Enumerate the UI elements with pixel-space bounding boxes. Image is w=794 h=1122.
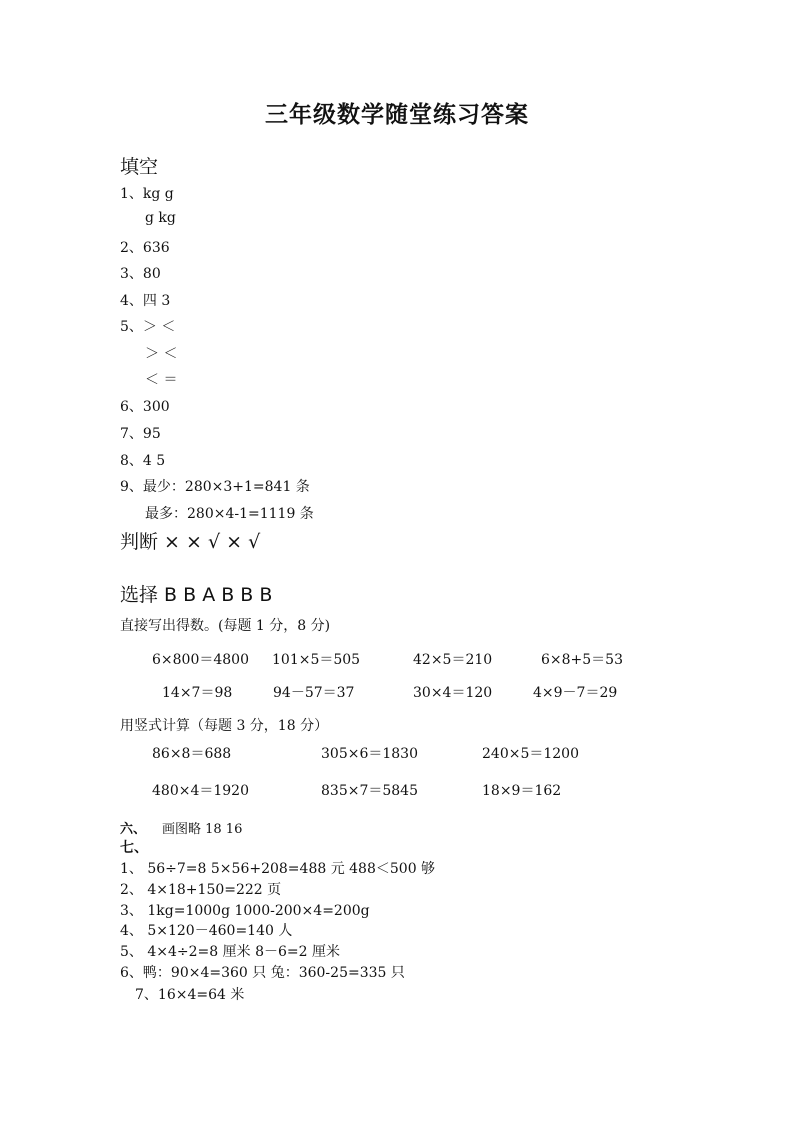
vertical-item: 86×8＝688 bbox=[152, 746, 232, 762]
fill-blank-line: 9、最少：280×3+1=841 条 bbox=[120, 479, 310, 495]
section7-number: 七、 bbox=[120, 840, 148, 856]
direct-item: 42×5＝210 bbox=[413, 652, 493, 668]
fill-blank-line: 4、四 3 bbox=[120, 293, 171, 309]
vertical-item: 480×4＝1920 bbox=[152, 783, 249, 799]
section7-line: 2、 4×18+150=222 页 bbox=[120, 882, 282, 898]
section7-line: 4、 5×120－460=140 人 bbox=[120, 923, 293, 939]
vertical-item: 305×6＝1830 bbox=[321, 746, 418, 762]
fill-blank-heading: 填空 bbox=[120, 156, 159, 178]
direct-item: 6×8+5＝53 bbox=[541, 652, 623, 668]
section7-line: 7、16×4=64 米 bbox=[135, 987, 245, 1003]
vertical-heading: 用竖式计算（每题 3 分，18 分） bbox=[120, 718, 329, 734]
section7-line: 3、 1kg=1000g 1000-200×4=200g bbox=[120, 903, 370, 919]
fill-blank-line: ＜ ＝ bbox=[145, 372, 178, 388]
vertical-item: 835×7＝5845 bbox=[321, 783, 418, 799]
fill-blank-line: 8、4 5 bbox=[120, 453, 166, 469]
fill-blank-line: 5、＞ ＜ bbox=[120, 319, 176, 335]
fill-blank-line: 1、kg g bbox=[120, 186, 174, 202]
section6-text: 画图略 18 16 bbox=[162, 822, 243, 837]
section7-line: 6、鸭：90×4=360 只 兔：360-25=335 只 bbox=[120, 965, 405, 981]
fill-blank-line: 最多：280×4-1=1119 条 bbox=[145, 506, 314, 522]
direct-item: 30×4＝120 bbox=[413, 685, 493, 701]
vertical-item: 18×9＝162 bbox=[482, 783, 562, 799]
direct-item: 101×5＝505 bbox=[272, 652, 361, 668]
direct-item: 6×800＝4800 bbox=[152, 652, 249, 668]
choice-answers: 选择 B B A B B B bbox=[120, 584, 273, 606]
direct-heading: 直接写出得数。(每题 1 分，8 分) bbox=[120, 618, 331, 634]
direct-item: 94－57＝37 bbox=[273, 685, 355, 701]
vertical-item: 240×5＝1200 bbox=[482, 746, 579, 762]
fill-blank-line: 7、95 bbox=[120, 426, 161, 442]
section7-line: 1、 56÷7=8 5×56+208=488 元 488＜500 够 bbox=[120, 861, 436, 877]
fill-blank-line: g kg bbox=[145, 210, 176, 226]
page-title: 三年级数学随堂练习答案 bbox=[265, 102, 529, 128]
section6-number: 六、 bbox=[120, 822, 147, 837]
judge-answers: 判断 × × √ × √ bbox=[120, 531, 261, 553]
fill-blank-line: 6、300 bbox=[120, 399, 170, 415]
section7-line: 5、 4×4÷2=8 厘米 8－6=2 厘米 bbox=[120, 944, 340, 960]
direct-item: 4×9－7＝29 bbox=[533, 685, 618, 701]
fill-blank-line: 2、636 bbox=[120, 240, 170, 256]
fill-blank-line: 3、80 bbox=[120, 266, 161, 282]
direct-item: 14×7＝98 bbox=[162, 685, 233, 701]
fill-blank-line: ＞ ＜ bbox=[145, 346, 178, 362]
